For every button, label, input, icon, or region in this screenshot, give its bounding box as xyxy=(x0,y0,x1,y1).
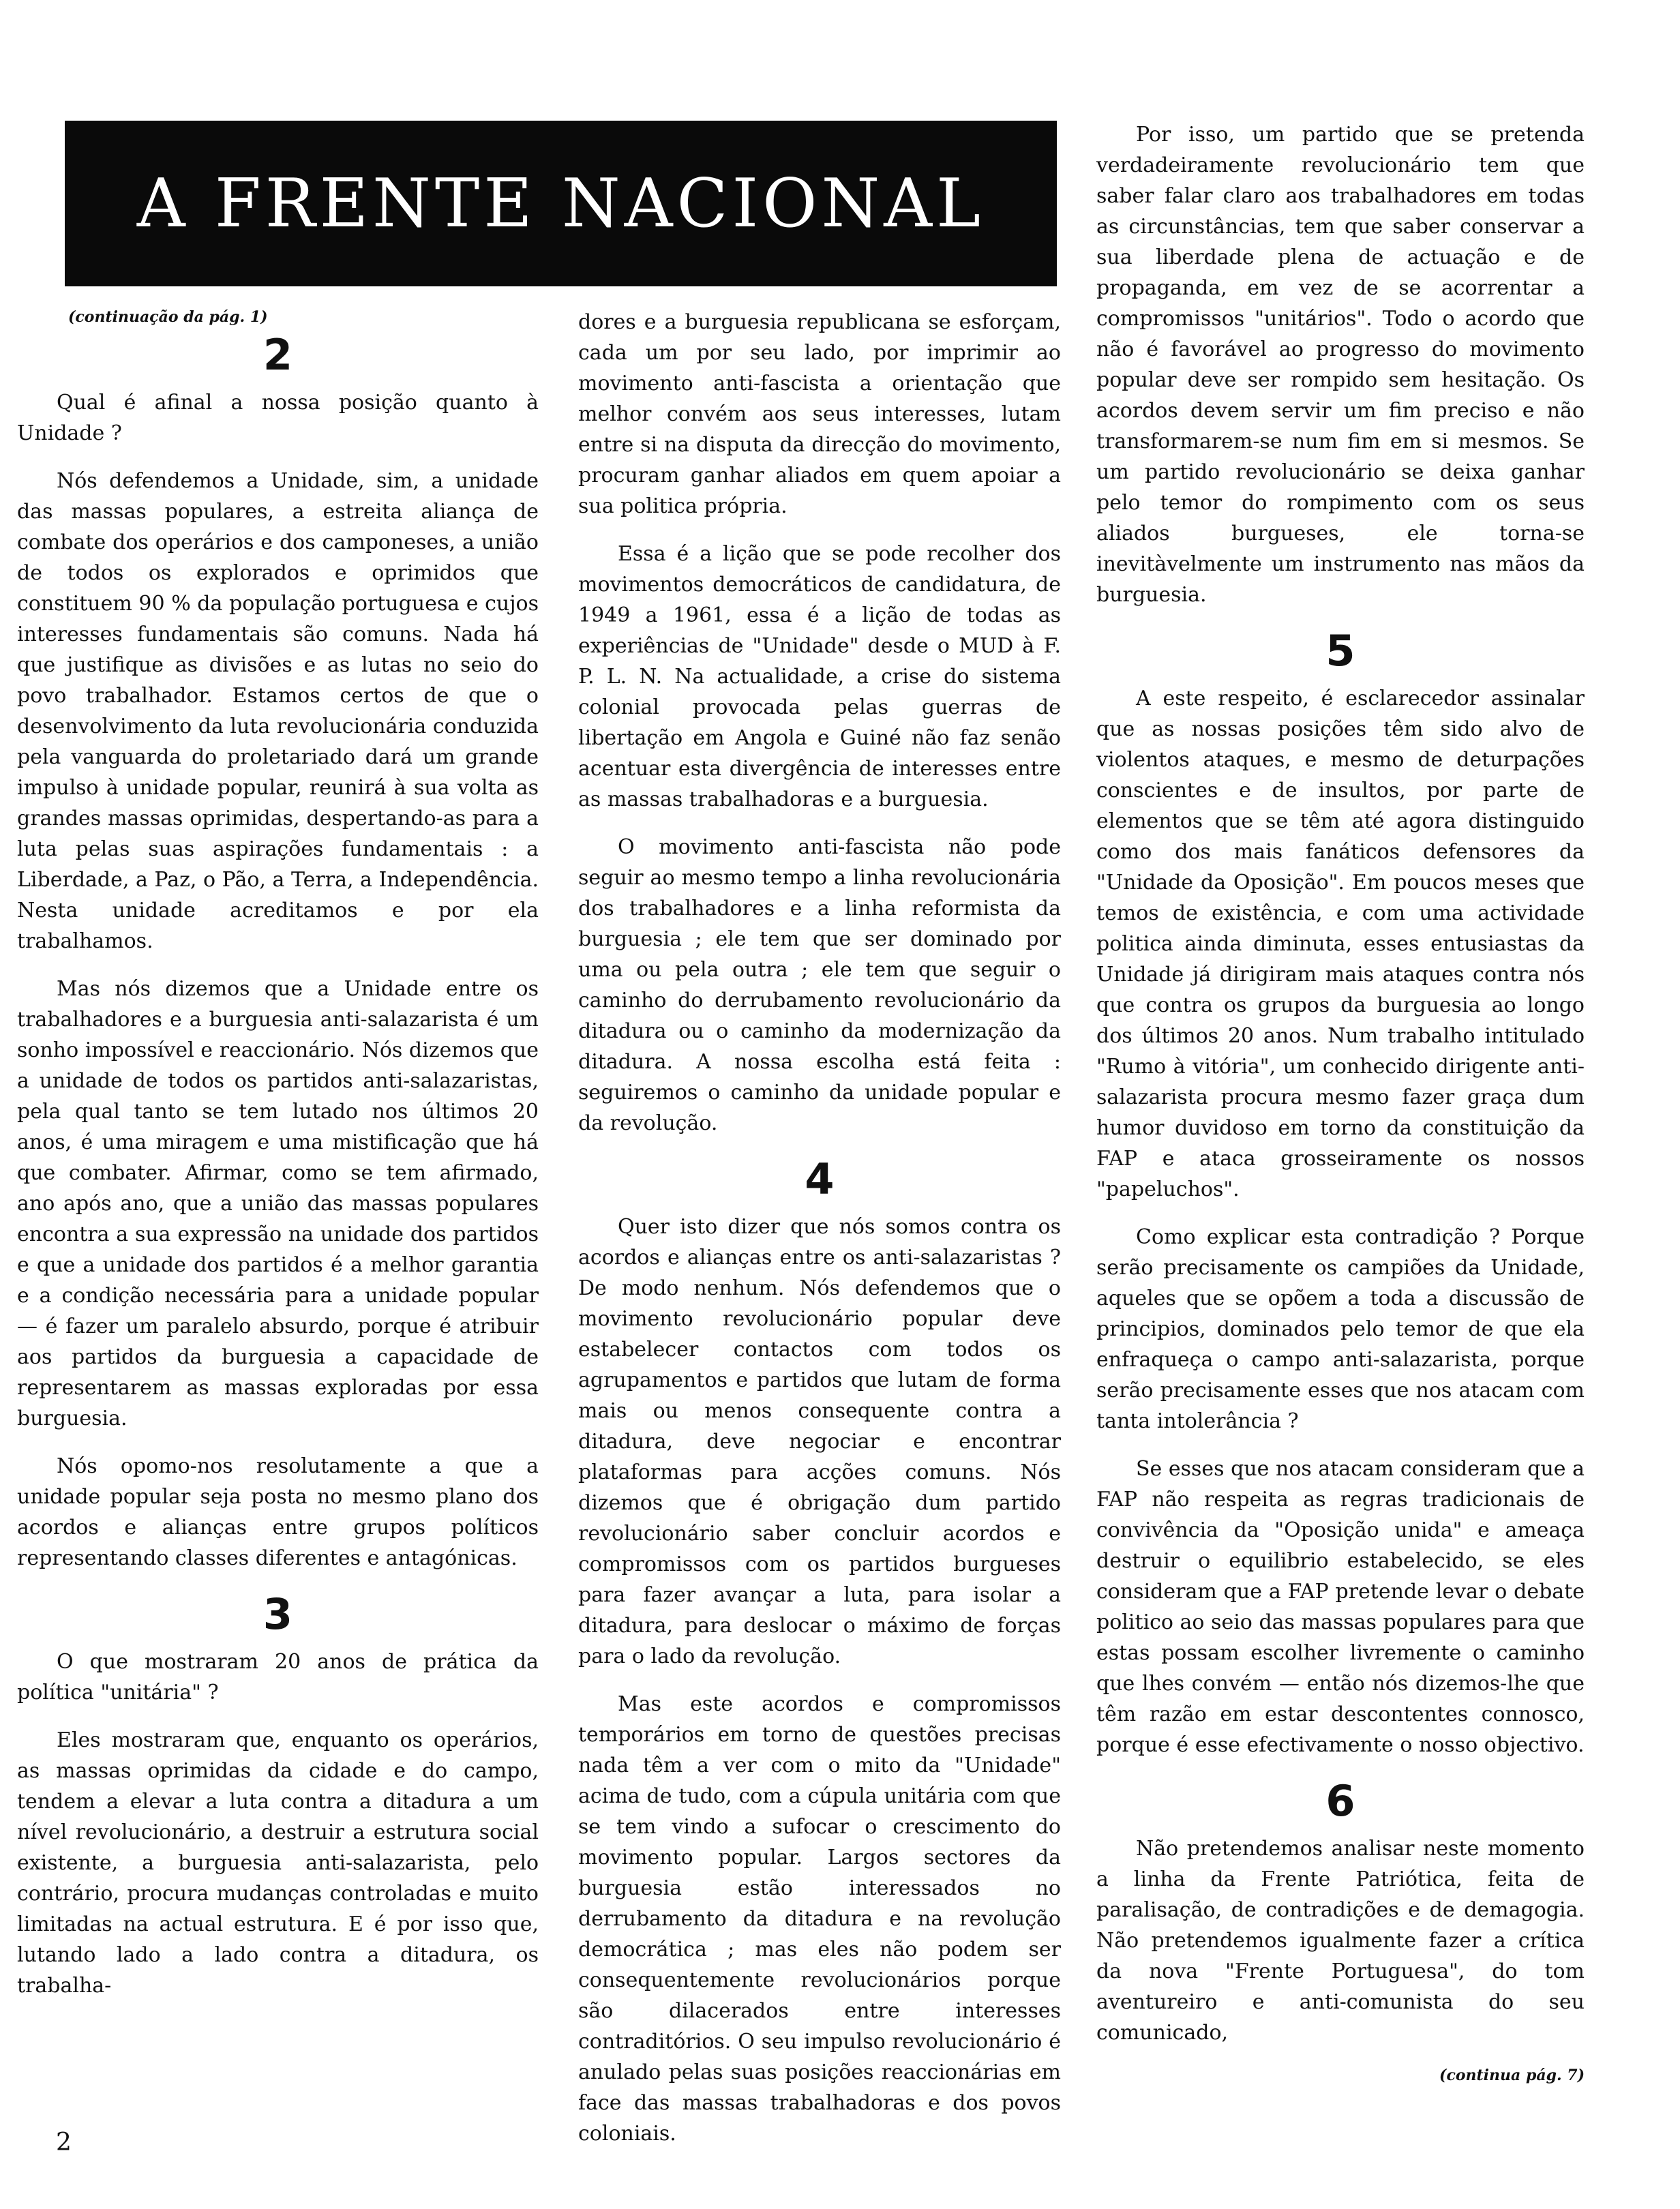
continuation-from: (continuação da pág. 1) xyxy=(68,308,268,326)
paragraph: Nós opomo-nos resolutamente a que a unidade popular seja posta no mesmo plano dos acordos e alianças entre grupos políticos representando classes diferentes e antagónicas. xyxy=(17,1454,539,1570)
paragraph: Nós defendemos a Unidade, sim, a unidade das massas populares, a estreita aliança de combate dos operários e dos camponeses, a união de todos os explorados e oprimidos que constituem 90 % da população portuguesa e cujos interesses fundamentais são comuns. Nada há que justifique as divisões e as lutas no seio do povo trabalhador. Estamos certos de que o desenvolvimento da luta revolucionária conduzida pela vanguarda do proletariado dará um grande impulso à unidade popular, reunirá à sua volta as grandes massas oprimidas, despertando-as para a luta pelas suas aspirações fundamentais : a Liberdade, a Paz, o Pão, a Terra, a Independência. Nesta unidade acreditamos e por ela trabalhamos. xyxy=(17,469,539,953)
paragraph: Mas nós dizemos que a Unidade entre os trabalhadores e a burguesia anti-salazarista é um sonho impossível e reaccionário. Nós dizemos que a unidade de todos os partidos anti-salazaristas, pela qual tanto se tem lutado nos últimos 20 anos, é uma miragem e uma mistificação que há que combater. Afirmar, como se tem afirmado, ano após ano, que a união das massas populares encontra a sua expressão na unidade dos partidos e que a unidade dos partidos é a melhor garantia e a condição necessária para a unidade popular — é fazer um paralelo absurdo, porque é atribuir aos partidos da burguesia a capacidade de representarem as massas exploradas por essa burguesia. xyxy=(17,977,539,1430)
title-banner xyxy=(65,121,1057,286)
paragraph: Eles mostraram que, enquanto os operários, as massas oprimidas da cidade e do campo, tendem a elevar a luta contra a ditadura a um nível revolucionário, a destruir a estrutura social existente, a burguesia anti-salazarista, pelo contrário, procura mudanças controladas e muito limitadas na actual estrutura. E é por isso que, lutando lado a lado contra a ditadura, os trabalha- xyxy=(17,1728,539,1998)
column-3 xyxy=(1096,119,1585,2086)
paragraph: Não pretendemos analisar neste momento a linha da Frente Patriótica, feita de paralisação, de contradições e de demagogia. Não pretendemos igualmente fazer a crítica da nova "Frente Portuguesa", do tom aventureiro e anti-comunista do seu comunicado, xyxy=(1096,1837,1585,2045)
paragraph: Mas este acordos e compromissos temporários em torno de questões precisas nada têm a ver com o mito da "Unidade" acima de tudo, com a cúpula unitária com que se tem vindo a sufocar o crescimento do movimento popular. Largos sectores da burguesia estão interessados no derrubamento da ditadura e na revolução democrática ; mas eles não podem ser consequentemente revolucionários porque são dilacerados entre interesses contraditórios. O seu impulso revolucionário é anulado pelas suas posições reaccionárias em face das massas trabalhadoras e dos povos coloniais. xyxy=(578,1692,1061,2146)
paragraph: Qual é afinal a nossa posição quanto à Unidade ? xyxy=(17,391,539,445)
section-number-2: 2 xyxy=(262,330,293,380)
continuation-to: (continua pág. 7) xyxy=(1439,2067,1585,2084)
paragraph: Se esses que nos atacam consideram que a FAP não respeita as regras tradicionais de convivência da "Oposição unida" e ameaça destruir o equilibrio estabelecido, se eles consideram que a FAP pretende levar o debate politico ao seio das massas populares para que estas possam escolher livremente o caminho que lhes convém — então nós dizemos-lhe que têm razão em estar descontentes connosco, porque é esse efectivamente o nosso objectivo. xyxy=(1096,1457,1585,1757)
paragraph: dores e a burguesia republicana se esforçam, cada um por seu lado, por imprimir ao movimento anti-fascista a orientação que melhor convém aos seus interesses, lutam entre si na disputa da direcção do movimento, procuram ganhar aliados em quem apoiar a sua politica própria. xyxy=(578,310,1061,518)
column-2 xyxy=(578,307,1061,2149)
page-number: 2 xyxy=(56,2129,72,2157)
column-1 xyxy=(17,307,539,2001)
paragraph: Quer isto dizer que nós somos contra os acordos e alianças entre os anti-salazaristas ? De modo nenhum. Nós defendemos que o movimento revolucionário popular deve estabelecer contactos com todos os agrupamentos e partidos que lutam de forma mais ou menos consequente contra a ditadura, deve negociar e encontrar plataformas para acções comuns. Nós dizemos que é obrigação dum partido revolucionário saber concluir acordos e compromissos com os partidos burgueses para fazer avançar a luta, para isolar a ditadura, para deslocar o máximo de forças para o lado da revolução. xyxy=(578,1215,1061,1668)
paragraph: A este respeito, é esclarecedor assinalar que as nossas posições têm sido alvo de violentos ataques, e mesmo de deturpações conscientes e de insultos, por parte de elementos que se têm até agora distinguido como dos mais fanáticos defensores da "Unidade da Oposição". Em poucos meses que temos de existência, e com uma actividade politica ainda diminuta, esses entusiastas da Unidade já dirigiram mais ataques contra nós que contra os grupos da burguesia ao longo dos últimos 20 anos. Num trabalho intitulado "Rumo à vitória", um conhecido dirigente anti-salazarista procura mesmo fazer graça dum humor duvidoso em torno da constituição da FAP e ataca grosseiramente os nossos "papeluchos". xyxy=(1096,687,1585,1201)
paragraph: O que mostraram 20 anos de prática da política "unitária" ? xyxy=(17,1650,539,1704)
paragraph: Por isso, um partido que se pretenda verdadeiramente revolucionário tem que saber falar claro aos trabalhadores em todas as circunstâncias, tem que saber conservar a sua liberdade plena de actuação e de propaganda, em vez de se acorrentar a compromissos "unitários". Todo o acordo que não é favorável ao progresso do movimento popular deve ser rompido sem hesitação. Os acordos devem servir um fim preciso e não transformarem-se num fim em si mesmos. Se um partido revolucionário se deixa ganhar pelo temor do rompimento com os seus aliados burgueses, ele torna-se inevitàvelmente um instrumento nas mãos da burguesia. xyxy=(1096,123,1585,607)
section-number-3: 3 xyxy=(262,1589,293,1639)
page-title: A FRENTE NACIONAL xyxy=(136,164,985,243)
paragraph: Como explicar esta contradição ? Porque serão precisamente os campiões da Unidade, aqueles que se opõem a toda a discussão de principios, dominados pelo temor de que ela enfraqueça o campo anti-salazarista, porque serão precisamente esses que nos atacam com tanta intolerância ? xyxy=(1096,1225,1585,1433)
section-number-6: 6 xyxy=(1325,1776,1355,1826)
section-number-5: 5 xyxy=(1325,626,1355,676)
paragraph: Essa é a lição que se pode recolher dos movimentos democráticos de candidatura, de 1949 a 1961, essa é a lição de todas as experiências de "Unidade" desde o MUD à F. P. L. N. Na actualidade, a crise do sistema colonial provocada pelas guerras de libertação em Angola e Guiné não faz senão acentuar esta divergência de interesses entre as massas trabalhadoras e a burguesia. xyxy=(578,542,1061,811)
section-number-4: 4 xyxy=(805,1154,835,1204)
paragraph: O movimento anti-fascista não pode seguir ao mesmo tempo a linha revolucionária dos trabalhadores e a linha reformista da burguesia ; ele tem que ser dominado por uma ou pela outra ; ele tem que seguir o caminho do derrubamento revolucionário da ditadura ou o caminho da modernização da ditadura. A nossa escolha está feita : seguiremos o caminho da unidade popular e da revolução. xyxy=(578,835,1061,1135)
